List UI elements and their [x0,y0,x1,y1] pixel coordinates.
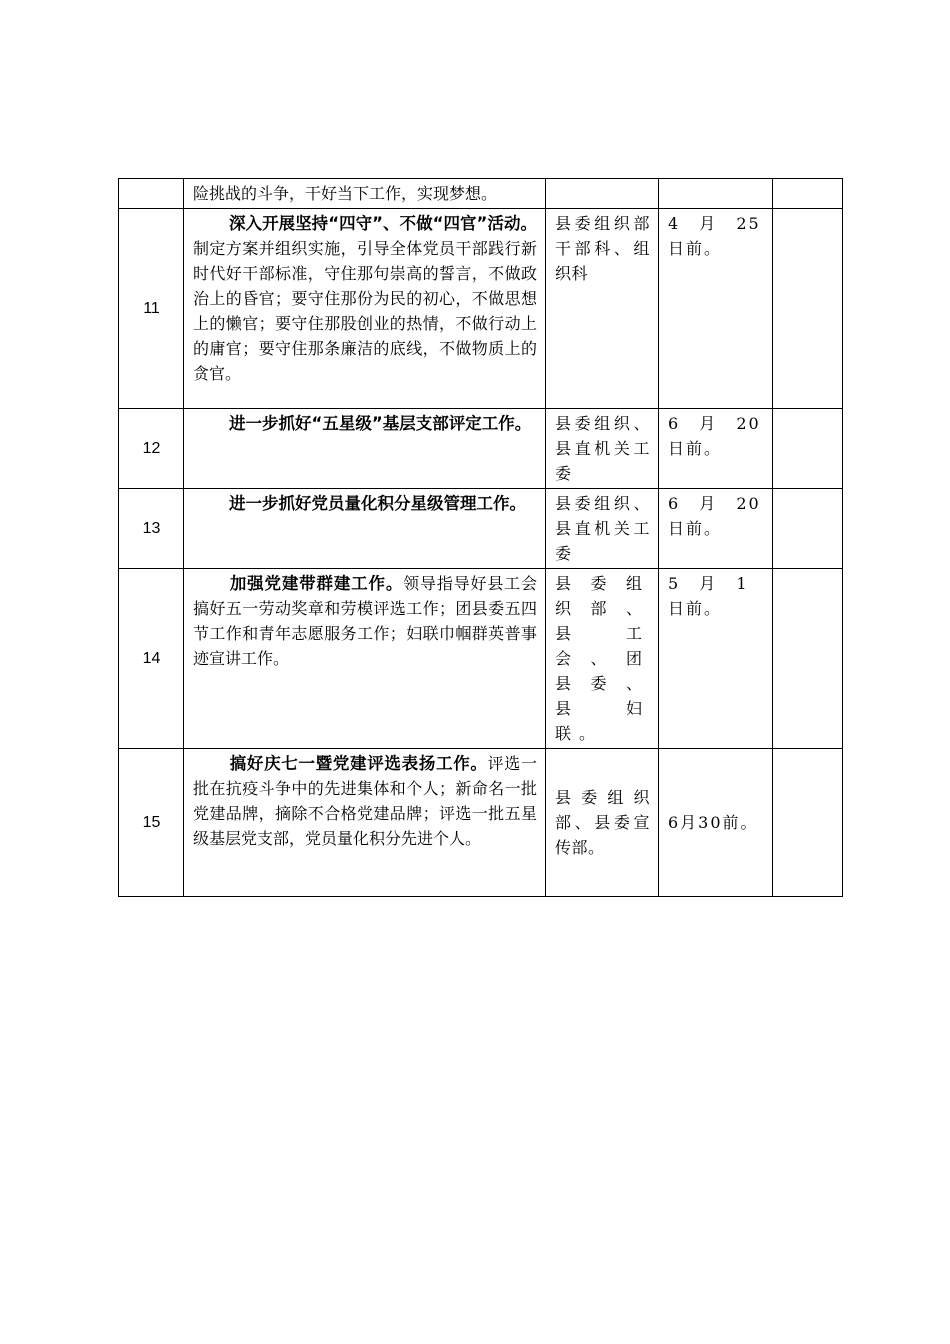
row-number-cell: 14 [119,569,184,749]
remarks-cell [773,209,843,409]
row-number-cell [119,179,184,209]
task-table [118,178,843,897]
department-cell [546,179,659,209]
department-cell: 县委组织、县直机关工委 [546,489,659,569]
deadline-text: 6 月 20 日前。 [668,494,761,538]
table-row [119,409,843,489]
department-cell: 县委组织部干部科、组织科 [546,209,659,409]
task-body: 制定方案并组织实施，引导全体党员干部践行新时代好干部标准，守住那句崇高的誓言，不做政治上的昏官；要守住那份为民的初心，不做思想上的懒官；要守住那股创业的热情，不做行动上的庸官；要守住那条廉洁的底线，不做物质上的贪官。 [193,239,537,383]
table-row-continuation [119,179,843,209]
deadline-text: 6 月 20 日前。 [668,414,761,458]
table-row [119,569,843,749]
table-row [119,749,843,897]
deadline-cell [659,209,773,409]
deadline-text: 5 月 1 日前。 [668,574,749,618]
table-row [119,209,843,409]
deadline-cell [659,569,773,749]
remarks-cell [773,489,843,569]
row-number-cell: 15 [119,749,184,897]
row-number-cell: 12 [119,409,184,489]
task-title: 搞好庆七一暨党建评选表扬工作。 [229,754,488,773]
task-cell [184,209,546,409]
task-body: 险挑战的斗争，干好当下工作，实现梦想。 [193,184,498,203]
task-body: 领导指导好县工会搞好五一劳动奖章和劳模评选工作；团县委五四节工作和青年志愿服务工作；妇联巾帼群英普事迹宣讲工作。 [193,574,537,668]
row-number-cell: 13 [119,489,184,569]
deadline-cell [659,179,773,209]
table-row [119,489,843,569]
task-cell [184,569,546,749]
deadline-text: 6月30前。 [668,813,759,832]
department-cell: 县委组织部、县工会、团县委、县妇联。 [546,569,659,749]
task-title: 进一步抓好党员量化积分星级管理工作。 [229,494,526,513]
remarks-cell [773,569,843,749]
task-cell [184,489,546,569]
deadline-cell [659,749,773,897]
task-cell [184,179,546,209]
remarks-cell [773,409,843,489]
remarks-cell [773,749,843,897]
task-body: 评选一批在抗疫斗争中的先进集体和个人；新命名一批党建品牌，摘除不合格党建品牌；评选一批五星级基层党支部，党员量化积分先进个人。 [193,754,537,848]
department-cell: 县委组织、县直机关工委 [546,409,659,489]
deadline-text: 4 月 25 日前。 [668,214,761,258]
task-title: 加强党建带群建工作。 [229,574,404,593]
task-title: 深入开展坚持“四守”、不做“四官”活动。 [229,214,537,233]
row-number-cell: 11 [119,209,184,409]
task-cell [184,409,546,489]
task-title: 进一步抓好“五星级”基层支部评定工作。 [229,414,532,433]
deadline-cell [659,409,773,489]
remarks-cell [773,179,843,209]
deadline-cell [659,489,773,569]
task-cell [184,749,546,897]
department-cell: 县委组织部、县委宣传部。 [546,749,659,897]
